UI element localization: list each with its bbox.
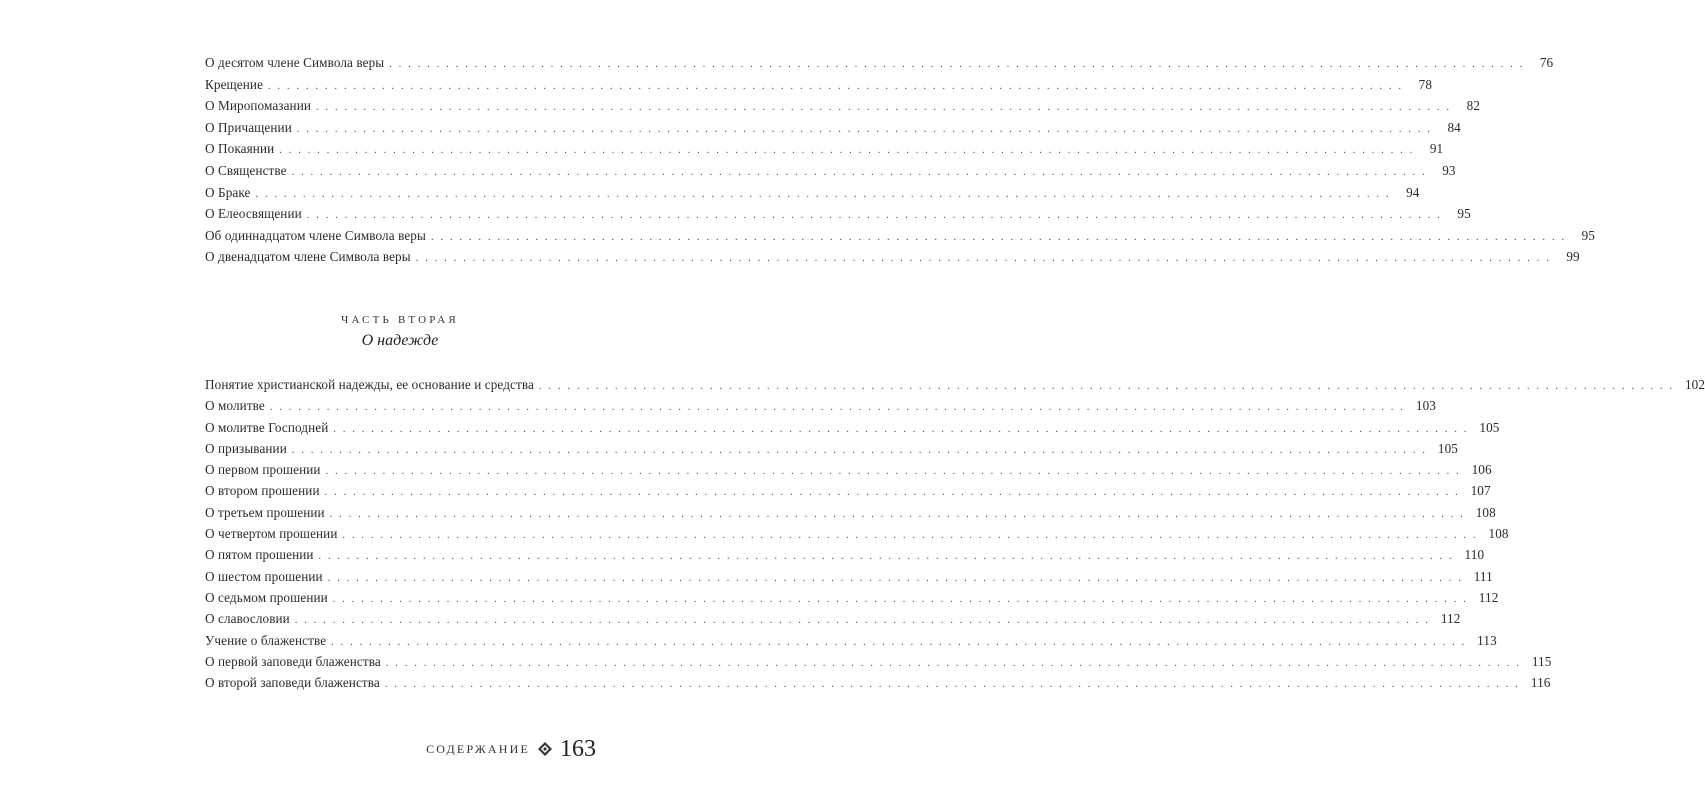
dot-leader: ........................................................................................................................ [342,530,1483,542]
toc-entry-title: Учение о блаженстве [205,632,327,648]
toc-entry-page: 106 [1471,462,1492,478]
part-title: О надежде [361,332,439,349]
dot-leader: ........................................................................................................................ [318,551,1459,563]
toc-entry-title: О Священстве [205,162,287,178]
toc-entry-title: О призывании [205,440,287,456]
dot-leader: ........................................................................................................................ [291,444,1432,456]
toc-entry [205,225,1595,247]
toc-entry-title: Крещение [205,76,264,92]
toc-entry [205,203,1471,225]
toc-entry-title: О молитве [205,398,265,414]
toc-section-top [205,52,1595,268]
toc-entry-title: О Елеосвящении [205,206,302,222]
toc-entry [205,544,1485,565]
toc-entry [205,374,1705,395]
dot-leader: ........................................................................................................................ [384,679,1525,691]
toc-entry [205,523,1509,544]
dot-leader: ........................................................................................................................ [279,145,1420,157]
toc-entry-page: 113 [1477,632,1497,648]
dot-leader: ........................................................................................................................ [327,572,1468,584]
toc-entry-title: О славословии [205,611,290,627]
dot-leader: ........................................................................................................................ [324,487,1465,499]
toc-entry [205,502,1496,523]
toc-entry [205,480,1491,501]
toc-entry-page: 103 [1415,398,1436,414]
toc-entry-title: О двенадцатом члене Символа веры [205,249,411,265]
toc-entry-title: О Покаянии [205,141,275,157]
toc-entry-page: 95 [1581,227,1595,243]
toc-entry [205,438,1458,459]
dot-leader: ........................................................................................................................ [325,466,1466,478]
dot-leader: ........................................................................................................................ [415,253,1556,265]
toc-entry-page: 99 [1566,249,1580,265]
toc-entry-title: О первой заповеди блаженства [205,653,381,669]
toc-entry-page: 93 [1442,162,1456,178]
dot-leader: ........................................................................................................................ [296,123,1437,135]
part-heading [200,312,600,351]
toc-entry-page: 102 [1684,377,1705,392]
toc-entry-page: 78 [1418,76,1433,92]
toc-entry-title: Понятие христианской надежды, ее основание и средства [205,377,534,392]
toc-entry [205,672,1551,693]
toc-entry [205,651,1552,672]
toc-entry [205,95,1481,117]
toc-entry-title: О первом прошении [205,462,321,478]
toc-entry-page: 94 [1406,184,1420,200]
dot-leader: ........................................................................................................................ [269,402,1410,414]
toc-entry [205,395,1436,416]
toc-entry-title: О Причащении [205,119,292,135]
toc-entry [205,246,1580,268]
toc-entry-page: 105 [1437,440,1458,456]
toc-entry-page: 91 [1429,141,1444,157]
toc-entry [205,587,1499,608]
toc-entry-page: 116 [1530,675,1551,691]
toc-entry-page: 95 [1457,206,1471,222]
toc-entry [205,417,1500,438]
toc-entry-title: О втором прошении [205,483,320,499]
diamond-ornament-icon [538,742,552,756]
page-number: 163 [560,736,596,762]
dot-leader: ........................................................................................................................ [538,381,1679,392]
toc-entry-page: 105 [1479,419,1500,435]
toc-entry-title: О второй заповеди блаженства [205,675,380,691]
toc-entry [205,566,1493,587]
toc-entry [205,138,1444,160]
dot-leader: ........................................................................................................................ [331,636,1472,648]
toc-entry-title: О десятом члене Символа веры [205,55,385,70]
toc-entry-page: 115 [1531,653,1552,669]
toc-entry-page: 112 [1440,611,1461,627]
dot-leader: ........................................................................................................................ [294,615,1435,627]
dot-leader: ........................................................................................................................ [329,508,1470,520]
toc-entry-page: 108 [1488,526,1509,542]
dot-leader: ........................................................................................................................ [389,59,1530,70]
toc-entry [205,182,1420,204]
toc-entry-page: 111 [1473,568,1493,584]
dot-leader: ........................................................................................................................ [332,593,1473,605]
toc-entry [205,52,1554,74]
toc-entry-title: О Браке [205,184,251,200]
dot-leader: ........................................................................................................................ [333,423,1474,435]
dot-leader: ........................................................................................................................ [385,657,1526,669]
toc-entry-page: 107 [1470,483,1491,499]
dot-leader: ........................................................................................................................ [291,166,1432,178]
running-footer [426,736,596,762]
toc-entry [205,630,1497,651]
part-label: ЧАСТЬ ВТОРАЯ [341,314,459,326]
dot-leader: ........................................................................................................................ [268,80,1409,92]
dot-leader: ........................................................................................................................ [255,188,1396,200]
toc-section-bottom [205,374,1705,693]
toc-entry [205,74,1433,96]
dot-leader: ........................................................................................................................ [316,102,1457,114]
toc-entry-page: 82 [1466,98,1481,114]
toc-entry-page: 108 [1475,504,1496,520]
toc-entry-title: О пятом прошении [205,547,314,563]
toc-entry-title: О шестом прошении [205,568,323,584]
toc-entry-page: 110 [1464,547,1485,563]
toc-entry-page: 76 [1539,55,1554,70]
toc-entry [205,160,1456,182]
toc-entry-page: 112 [1478,589,1499,605]
toc-entry-title: О четвертом прошении [205,526,338,542]
toc-entry-title: О молитве Господней [205,419,329,435]
toc-entry [205,608,1461,629]
footer-section-label: СОДЕРЖАНИЕ [426,741,530,756]
toc-entry-title: О Миропомазании [205,98,312,114]
toc-entry [205,459,1492,480]
dot-leader: ........................................................................................................................ [430,231,1571,243]
dot-leader: ........................................................................................................................ [306,210,1447,222]
toc-entry-page: 84 [1447,119,1461,135]
toc-entry-title: О третьем прошении [205,504,325,520]
toc-entry-title: Об одиннадцатом члене Символа веры [205,227,426,243]
toc-entry [205,117,1461,139]
toc-entry-title: О седьмом прошении [205,589,328,605]
